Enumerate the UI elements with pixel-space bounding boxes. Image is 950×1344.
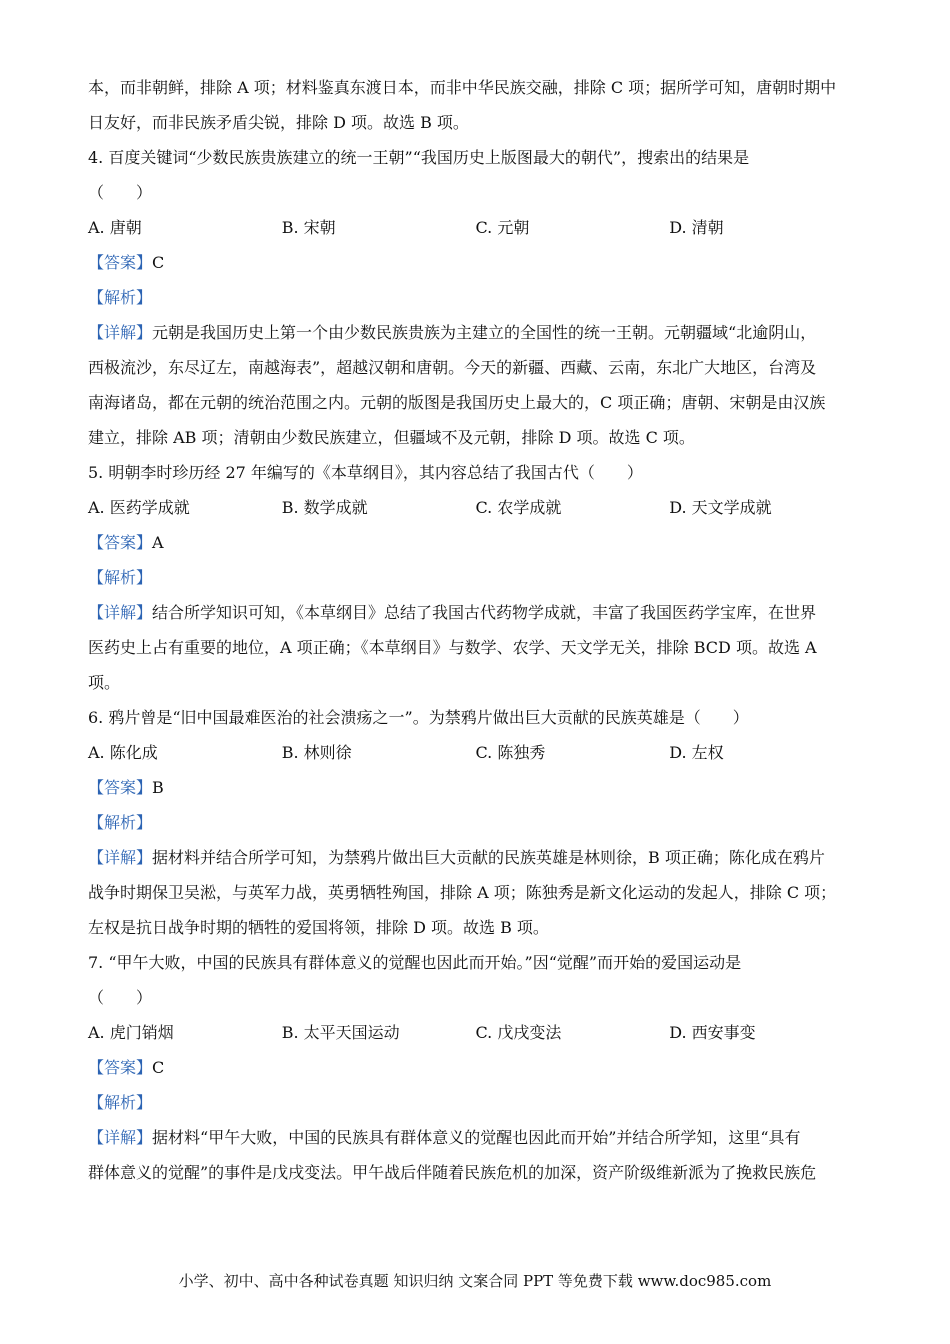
answer-tag: 【答案】 — [88, 533, 153, 552]
answer-value: C — [152, 1058, 165, 1077]
analysis-tag: 【解析】 — [88, 568, 153, 587]
option-c: C. 农学成就 — [475, 498, 562, 517]
analysis-tag: 【解析】 — [88, 1093, 153, 1112]
answer-line — [88, 245, 863, 280]
analysis-line — [88, 1085, 863, 1120]
page-footer: 小学、初中、高中各种试卷真题 知识归纳 文案合同 PPT 等免费下载 www.doc985.com — [178, 1272, 772, 1290]
answer-tag: 【答案】 — [88, 1058, 153, 1077]
option-d: D. 左权 — [669, 743, 724, 762]
answer-value: B — [152, 778, 164, 797]
analysis-tag: 【解析】 — [88, 813, 153, 832]
answer-tag: 【答案】 — [88, 253, 153, 272]
question-7-options — [88, 1015, 863, 1050]
answer-value: A — [152, 533, 164, 552]
analysis-line — [88, 280, 863, 315]
option-c: C. 陈独秀 — [475, 743, 546, 762]
detail-tag: 【详解】 — [88, 1128, 153, 1147]
option-c: C. 元朝 — [475, 218, 530, 237]
question-7-paren: （ ） — [88, 988, 153, 1007]
document-page — [88, 70, 863, 1190]
detail-line: 【详解】据材料并结合所学可知，为禁鸦片做出巨大贡献的民族英雄是林则徐，B 项正确；陈化成在鸦片 — [88, 848, 825, 867]
detail-line: 医药史上占有重要的地位，A 项正确；《本草纲目》与数学、农学、天文学无关，排除 BCD 项。故选 A — [88, 638, 817, 657]
question-4-options — [88, 210, 863, 245]
intro-line: 日友好，而非民族矛盾尖锐，排除 D 项。故选 B 项。 — [88, 113, 469, 132]
detail-line: 西极流沙，东尽辽左，南越海表”，超越汉朝和唐朝。今天的新疆、西藏、云南，东北广大地区，台湾及 — [88, 358, 817, 377]
option-a: A. 虎门销烟 — [88, 1023, 174, 1042]
option-b: B. 数学成就 — [281, 498, 368, 517]
option-d: D. 清朝 — [669, 218, 724, 237]
question-7-stem: 7. “甲午大败，中国的民族具有群体意义的觉醒也因此而开始。”因“觉醒”而开始的爱国运动是 — [88, 953, 742, 972]
option-c: C. 戊戌变法 — [475, 1023, 562, 1042]
analysis-line — [88, 805, 863, 840]
detail-tag: 【详解】 — [88, 603, 153, 622]
option-b: B. 宋朝 — [281, 218, 336, 237]
answer-line — [88, 1050, 863, 1085]
question-5-options — [88, 490, 863, 525]
answer-tag: 【答案】 — [88, 778, 153, 797]
option-a: A. 医药学成就 — [88, 498, 190, 517]
question-4-stem: 4. 百度关键词“少数民族贵族建立的统一王朝”“我国历史上版图最大的朝代”，搜索出的结果是 — [88, 148, 750, 167]
detail-tag: 【详解】 — [88, 323, 153, 342]
intro-line: 本，而非朝鲜，排除 A 项；材料鉴真东渡日本，而非中华民族交融，排除 C 项；据所学可知，唐朝时期中 — [88, 78, 837, 97]
question-5-stem: 5. 明朝李时珍历经 27 年编写的《本草纲目》，其内容总结了我国古代（ ） — [88, 463, 643, 482]
answer-line — [88, 525, 863, 560]
option-a: A. 唐朝 — [88, 218, 142, 237]
option-d: D. 天文学成就 — [669, 498, 772, 517]
analysis-line — [88, 560, 863, 595]
detail-tag: 【详解】 — [88, 848, 153, 867]
question-6-options — [88, 735, 863, 770]
detail-line: 【详解】结合所学知识可知，《本草纲目》总结了我国古代药物学成就，丰富了我国医药学宝库，在世界 — [88, 603, 817, 622]
detail-line: 战争时期保卫吴淞，与英军力战，英勇牺牲殉国，排除 A 项；陈独秀是新文化运动的发起人，排除 C 项； — [88, 883, 837, 902]
answer-value: C — [152, 253, 165, 272]
detail-line: 左权是抗日战争时期的牺牲的爱国将领，排除 D 项。故选 B 项。 — [88, 918, 549, 937]
analysis-tag: 【解析】 — [88, 288, 153, 307]
option-d: D. 西安事变 — [669, 1023, 756, 1042]
detail-line: 建立，排除 AB 项；清朝由少数民族建立，但疆域不及元朝，排除 D 项。故选 C 项。 — [88, 428, 695, 447]
option-a: A. 陈化成 — [88, 743, 158, 762]
answer-line — [88, 770, 863, 805]
detail-line: 群体意义的觉醒”的事件是戊戌变法。甲午战后伴随着民族危机的加深，资产阶级维新派为了挽救民族危 — [88, 1163, 817, 1182]
question-6-stem: 6. 鸦片曾是“旧中国最难医治的社会溃疡之一”。为禁鸦片做出巨大贡献的民族英雄是（ ） — [88, 708, 749, 727]
detail-line: 南海诸岛，都在元朝的统治范围之内。元朝的版图是我国历史上最大的，C 项正确；唐朝、宋朝是由汉族 — [88, 393, 826, 412]
option-b: B. 太平天国运动 — [281, 1023, 400, 1042]
detail-line: 【详解】据材料“甲午大败，中国的民族具有群体意义的觉醒也因此而开始”并结合所学知，这里“具有 — [88, 1128, 801, 1147]
detail-line: 【详解】元朝是我国历史上第一个由少数民族贵族为主建立的全国性的统一王朝。元朝疆域“北逾阴山， — [88, 323, 817, 342]
option-b: B. 林则徐 — [281, 743, 352, 762]
detail-line: 项。 — [88, 673, 121, 692]
question-4-paren: （ ） — [88, 183, 153, 202]
